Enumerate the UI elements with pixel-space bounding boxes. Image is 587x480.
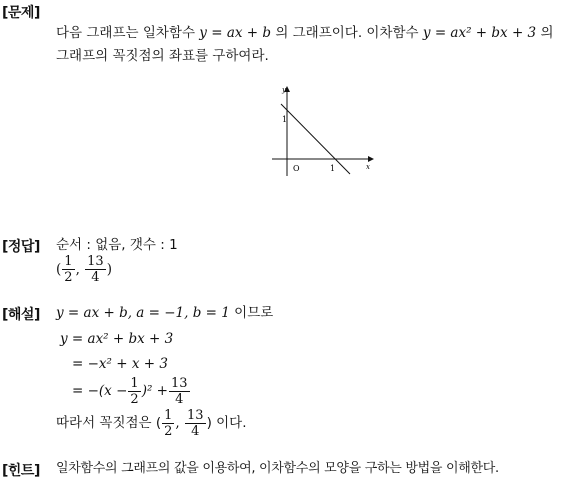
x-axis-label: x xyxy=(366,163,370,171)
answer-fraction-2: $\frac{13}{4}$ xyxy=(87,254,104,285)
problem-heading: [문제] xyxy=(2,5,40,21)
paren-close: ) xyxy=(106,261,112,278)
solution-line-3: = −x² + x + 3 xyxy=(72,356,168,372)
graph-line xyxy=(281,104,350,174)
linear-function-graph xyxy=(260,84,380,179)
solution-text: 이므로 xyxy=(234,305,274,321)
answer-vertex xyxy=(56,254,112,285)
comma: , xyxy=(75,261,80,278)
y-axis-label: y xyxy=(282,86,286,94)
solution-line-1 xyxy=(56,302,273,324)
hint-heading: [힌트] xyxy=(2,463,40,479)
origin-label: O xyxy=(293,164,300,173)
solution-line-2: y = ax² + bx + 3 xyxy=(60,331,174,347)
paren-open: ( xyxy=(56,261,62,278)
y-tick-label: 1 xyxy=(282,115,288,124)
solution-line-5: 따라서 꼭짓점은 ( $\frac{1}{2}$ , $\frac{13}{4}$ ) 이다. xyxy=(56,407,247,439)
solution-heading: [해설] xyxy=(2,307,40,323)
problem-text: 의 그래프이다. 이차함수 xyxy=(275,25,419,41)
solution-equation: y = ax + b, a = −1, b = 1 xyxy=(56,305,230,321)
problem-text: 다음 그래프는 일차함수 xyxy=(56,25,195,41)
solution-fraction-13-4: $\frac{13}{4}$ xyxy=(170,375,188,407)
linear-equation: y = ax + b xyxy=(199,25,272,41)
problem-line-1 xyxy=(56,22,553,44)
quadratic-equation: y = ax² + bx + 3 xyxy=(422,25,537,41)
problem-line-2: 그래프의 꼭짓점의 좌표를 구하여라. xyxy=(56,48,269,64)
x-tick-label: 1 xyxy=(330,164,336,173)
answer-fraction-1: $\frac{1}{2}$ xyxy=(64,254,73,285)
vertex-fraction-1: $\frac{1}{2}$ xyxy=(164,407,173,439)
answer-line-1: 순서 : 없음, 갯수 : 1 xyxy=(56,237,178,253)
solution-line-4: = −(x − $\frac{1}{2}$ )² + $\frac{13}{4}$ xyxy=(72,375,188,407)
vertex-fraction-2: $\frac{13}{4}$ xyxy=(187,407,204,439)
x-axis-arrow xyxy=(368,156,374,162)
answer-heading: [정답] xyxy=(2,239,40,255)
problem-text: 의 xyxy=(540,25,554,41)
hint-text: 일차함수의 그래프의 값을 이용하여, 이차함수의 모양을 구하는 방법을 이해한다. xyxy=(56,461,499,476)
solution-fraction-half: $\frac{1}{2}$ xyxy=(130,375,139,407)
